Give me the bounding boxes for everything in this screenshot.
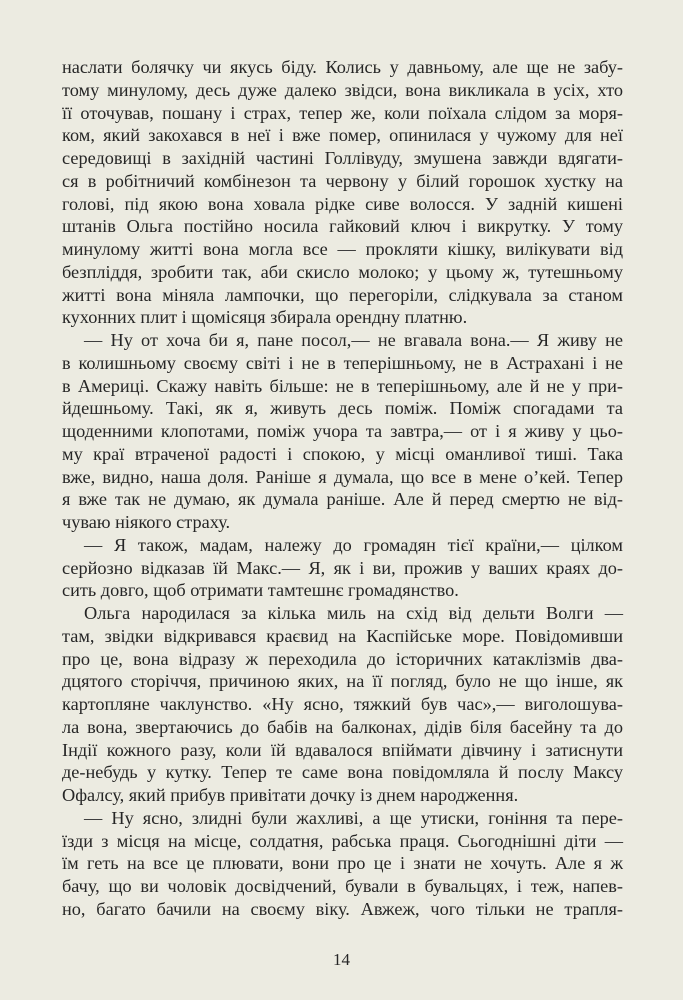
- text-line: минулому житті вона могла все — прокляти кішку, вилікувати від: [62, 239, 623, 259]
- text-line: Ольга народилася за кілька миль на схід від дельти Волги —: [84, 603, 623, 623]
- text-line: — Ну ясно, злидні були жахливі, а ще утиски, гоніння та пере-: [84, 807, 623, 828]
- text-line: ком, який закохався в неї і вже помер, опинилася у чужому для неї: [62, 125, 623, 146]
- text-line: в Америці. Скажу навіть більше: не в теперішньому, але й не у при-: [62, 375, 623, 396]
- text-line: щоденними клопотами, поміж учора та завтра,— от і я живу у цьо-: [62, 421, 623, 441]
- text-line: йдешньому. Такі, як я, живуть десь поміж. Поміж спогадами та: [62, 398, 623, 419]
- text-line: житті вона міняла лампочки, що перегоріли, слідкувала за станом: [62, 284, 623, 305]
- text-line: тому минулому, десь дуже далеко звідси, вона викликала в усіх, хто: [62, 79, 623, 100]
- text-line: середовищі в західній частині Голлівуду, змушена завжди вдягати-: [62, 148, 623, 168]
- text-line: ся в робітничий комбінезон та червону у білий горошок хустку на: [62, 170, 623, 191]
- paragraph: [62, 602, 623, 807]
- text-line: там, звідки відкривався краєвид на Каспійське море. Повідомивши: [62, 625, 623, 646]
- text-line: му краї втраченої радості і спокою, у місці оманливої тиші. Така: [62, 443, 623, 464]
- text-line: де-небудь у кутку. Тепер те саме вона повідомляла й послу Максу: [62, 762, 623, 783]
- text-line: безпліддя, зробити так, аби скисло молоко; у цьому ж, тутешньому: [62, 261, 623, 282]
- text-line: Офалсу, який прибув привітати дочку із днем народження.: [62, 785, 519, 805]
- text-line: бачу, що ви чоловік досвідчений, бували в бувальцях, і теж, напев-: [62, 876, 623, 896]
- paragraph: [62, 56, 623, 329]
- text-line: — Я також, мадам, належу до громадян тієї країни,— цілком: [84, 534, 623, 555]
- text-line: чуваю ніякого страху.: [62, 512, 231, 532]
- body-text: [62, 56, 623, 921]
- text-line: голові, під якою вона ховала рідке сиве волосся. У задній кишені: [62, 193, 623, 214]
- page-number: 14: [333, 950, 350, 969]
- paragraph: [62, 807, 623, 921]
- text-line: серйозно відказав їй Макс.— Я, як і ви, прожив у ваших краях до-: [62, 557, 623, 578]
- text-line: в колишньому своєму світі і не в теперішньому, не в Астрахані і не: [62, 352, 623, 373]
- text-line: картопляне чаклунство. «Ну ясно, тяжкий був час»,— виголошува-: [62, 694, 623, 714]
- text-line: сить довго, щоб отримати тамтешнє громадянство.: [62, 580, 459, 601]
- text-line: ла вона, звертаючись до бабів на балконах, дідів біля басейну та до: [62, 716, 623, 737]
- text-line: штанів Ольга постійно носила гайковий ключ і викрутку. У тому: [62, 216, 623, 237]
- text-line: — Ну от хоча би я, пане посол,— не вгавала вона.— Я живу не: [84, 330, 623, 350]
- text-line: наслати болячку чи якусь біду. Колись у давньому, але ще не забу-: [62, 57, 623, 77]
- text-line: кухонних плит і щомісяця збирала орендну платню.: [62, 307, 468, 328]
- text-line: дцятого сторіччя, причиною яких, на її погляд, було не що інше, як: [62, 671, 623, 692]
- text-line: Індії кожного разу, коли їй вдавалося впіймати дівчину і затиснути: [62, 739, 623, 760]
- text-line: їзди з місця на місце, солдатня, рабська праця. Сьогоднішні діти —: [62, 830, 623, 851]
- text-line: но, багато бачили на своєму віку. Авжеж, чого тільки не трапля-: [62, 898, 623, 919]
- text-line: вже, видно, наша доля. Раніше я думала, що все в мене о’кей. Тепер: [62, 466, 623, 487]
- paragraph: [62, 329, 623, 534]
- text-line: я вже так не думаю, як думала раніше. Але й перед смертю не від-: [62, 489, 623, 510]
- text-line: про це, вона відразу ж переходила до історичних катаклізмів два-: [62, 648, 623, 669]
- text-line: їм геть на все це плювати, вони про це і знати не хочуть. Але я ж: [62, 853, 623, 874]
- text-line: її оточував, пошану і страх, тепер же, коли поїхала слідом за моря-: [62, 102, 623, 123]
- paragraph: [62, 534, 623, 602]
